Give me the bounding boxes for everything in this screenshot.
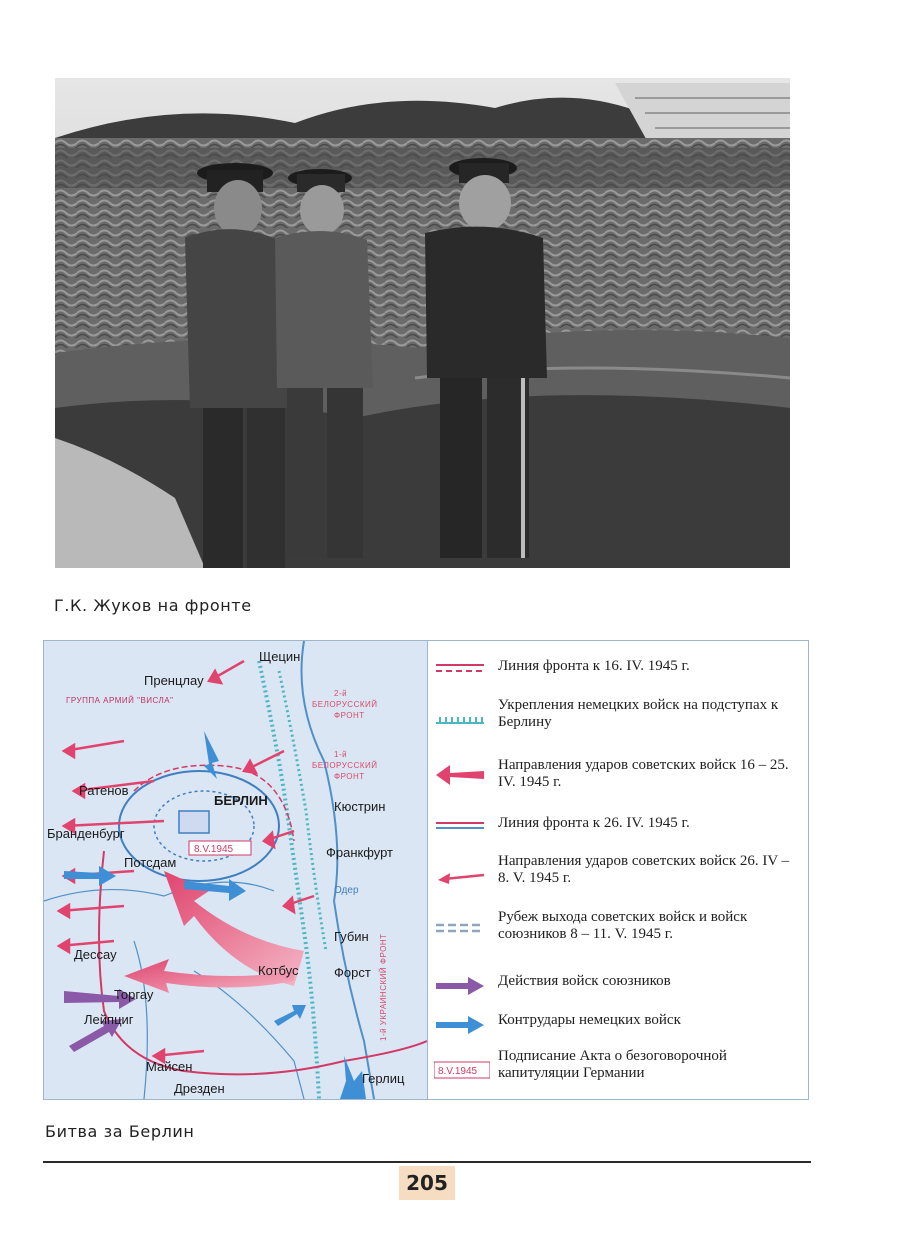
allies-arrow-icon [434, 971, 490, 1001]
berlin-battle-map-block [43, 640, 809, 1100]
front-line-26-icon [434, 813, 490, 843]
label-vistula-group: ГРУППА АРМИЙ "ВИСЛА" [66, 696, 174, 705]
label-shchetsin: Щецин [259, 649, 301, 664]
map-date-tag: 8.V.1945 [194, 844, 234, 855]
label-2-belorussian-c: ФРОНТ [334, 711, 365, 720]
svg-text:8.V.1945: 8.V.1945 [438, 1066, 478, 1077]
soviet-strike-thin-arrow-icon [434, 861, 490, 891]
label-dessau: Дессау [74, 947, 117, 962]
boundary-dashed-icon [434, 913, 490, 943]
label-berlin: БЕРЛИН [214, 793, 268, 808]
label-gubin: Губин [334, 929, 369, 944]
label-kotbus: Котбус [258, 963, 299, 978]
fortification-icon [434, 705, 490, 735]
label-forst: Форст [334, 965, 371, 980]
map [44, 641, 428, 1099]
label-torgau: Торгау [114, 987, 154, 1002]
label-leiptsig: Лейпциг [84, 1012, 134, 1027]
label-kyustrin: Кюстрин [334, 799, 386, 814]
front-line-16-icon [434, 655, 490, 685]
soviet-strike-arrow-icon [434, 759, 490, 789]
capitulation-tag-icon [434, 1058, 490, 1088]
label-1-ukrainian: 1-й УКРАИНСКИЙ ФРОНТ [379, 933, 388, 1041]
label-potsdam: Потсдам [124, 855, 177, 870]
label-drezden: Дрезден [174, 1081, 225, 1096]
label-2-belorussian-b: БЕЛОРУССКИЙ [312, 700, 378, 709]
german-counterstrike-icon [434, 1010, 490, 1040]
label-2-belorussian-a: 2-й [334, 689, 348, 698]
label-1-belorussian-a: 1-й [334, 750, 348, 759]
label-1-belorussian-b: БЕЛОРУССКИЙ [312, 761, 378, 770]
label-frankfurt: Франкфурт [326, 845, 394, 860]
page-footer-rule [43, 1161, 811, 1163]
label-ratenov: Ратенов [79, 783, 129, 798]
label-1-belorussian-c: ФРОНТ [334, 772, 365, 781]
map-legend: Линия фронта к 16. IV. 1945 г. Укрепления немецких войск на подступах к Берлину Направления ударов советских войск 16 – 25. IV. 1945 г. Линия фронта к 26. IV. 1945 г. Направления ударов советских войск 26. IV – 8. V. 1945 г. Рубеж выхода советских войск и войск союзников 8 – 11. V. 1945 г. Действия войск союзников Контрудары немецких войск 8.V.1945 Подписание Акта о безоговорочной капитуляции Германии [428, 641, 808, 1099]
page-number: 205 [399, 1166, 455, 1200]
label-oder: Одер [334, 885, 359, 896]
label-maysen: Майсен [146, 1059, 193, 1074]
label-gerlits: Герлиц [362, 1071, 405, 1086]
photo-caption: Г.К. Жуков на фронте [54, 596, 252, 615]
map-caption: Битва за Берлин [45, 1122, 195, 1141]
zhukov-photo [55, 78, 790, 568]
label-brandenburg: Бранденбург [47, 826, 125, 841]
berlin-city-icon [179, 811, 209, 833]
label-prentslau: Пренцлау [144, 673, 204, 688]
